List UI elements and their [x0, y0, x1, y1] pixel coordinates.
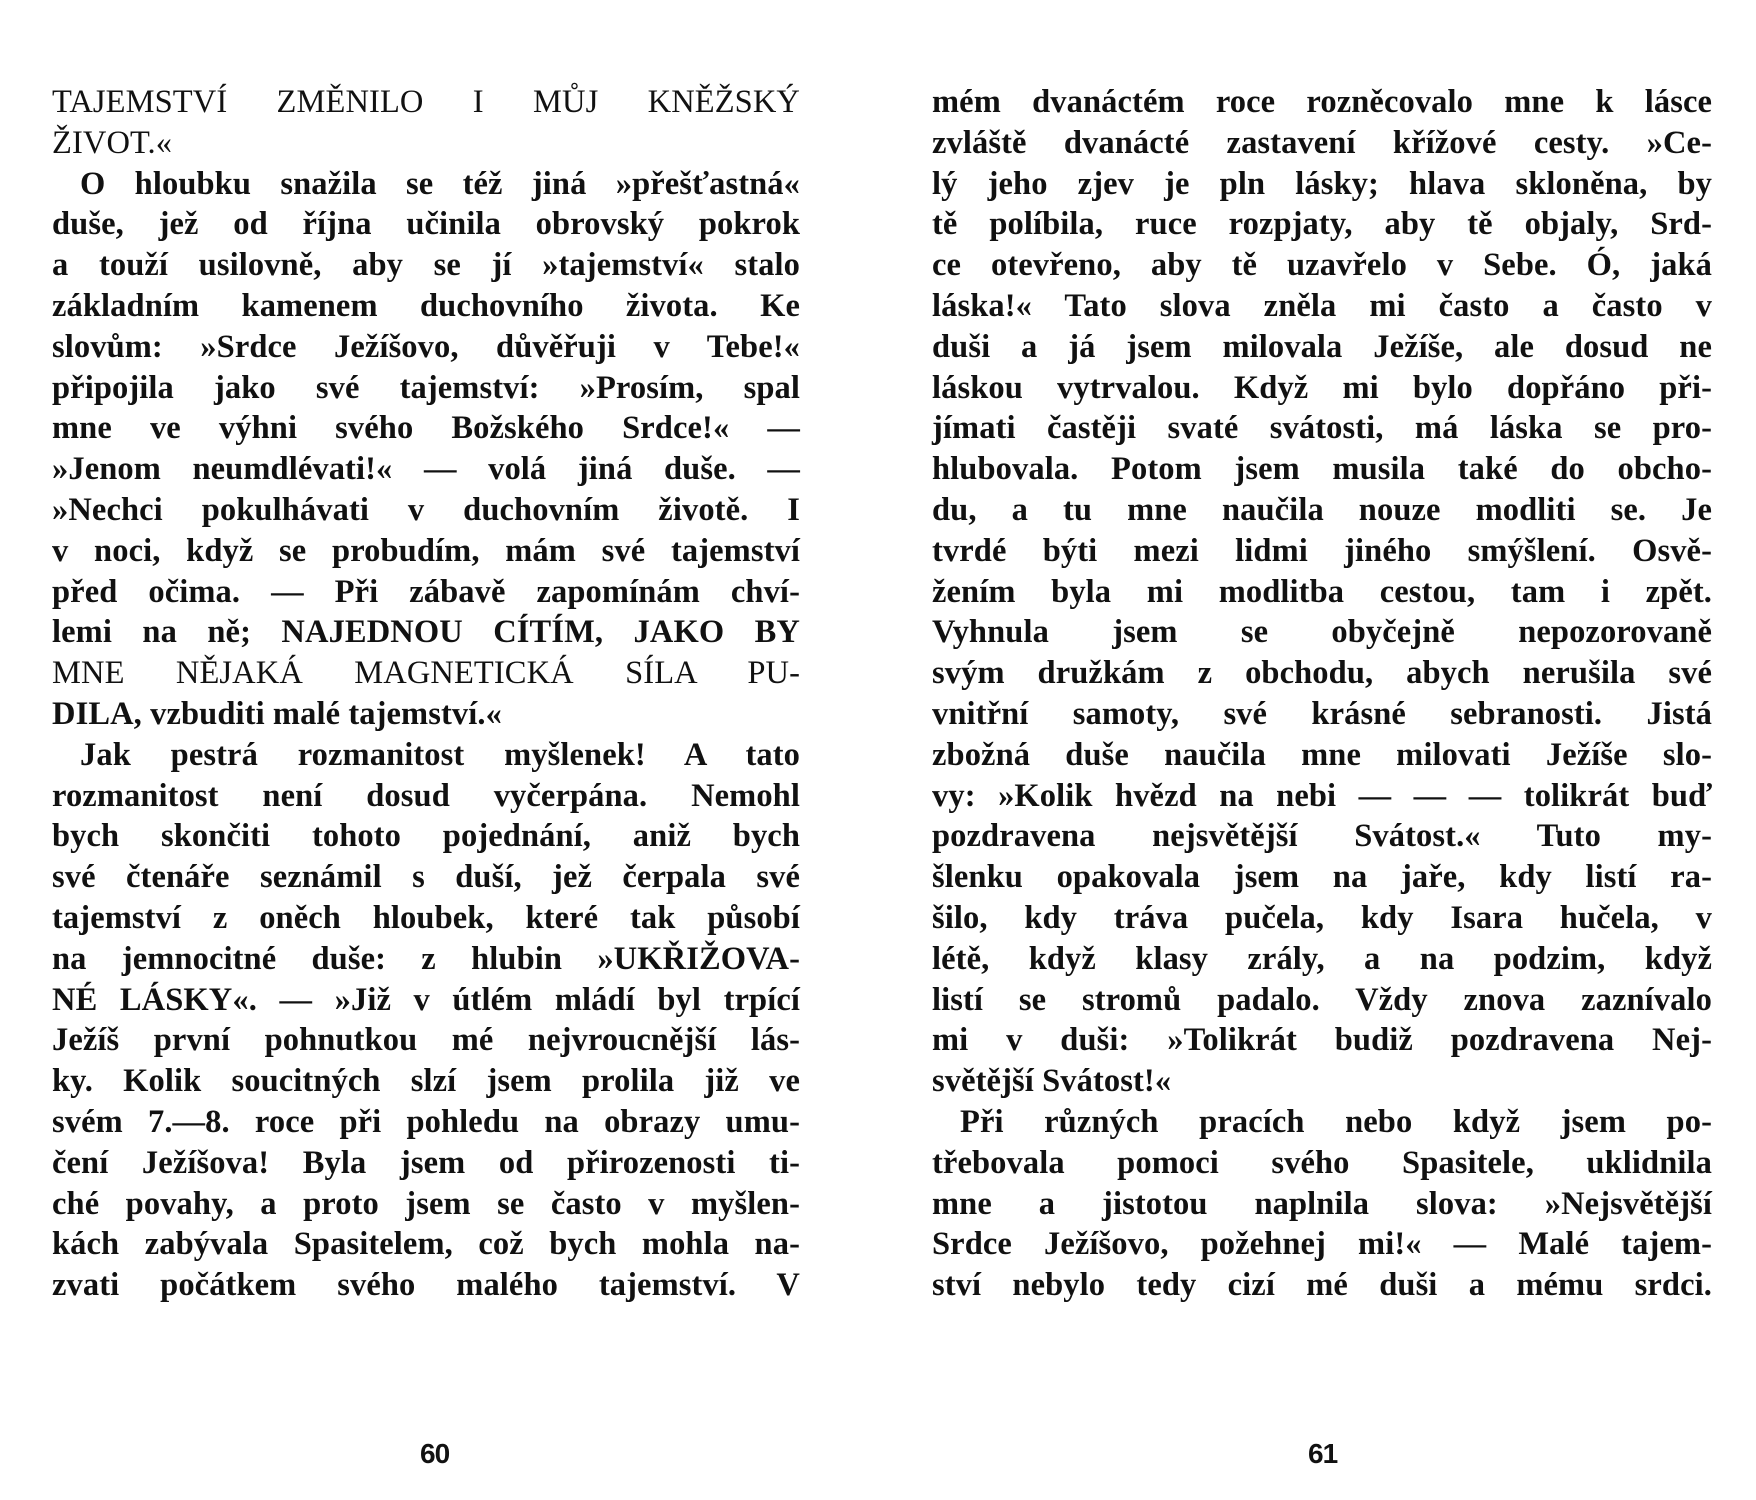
- text-line: listí se stromů padalo. Vždy znova zaznívalo: [932, 981, 1712, 1018]
- text-line: čení Ježíšova! Byla jsem od přirozenosti ti-: [52, 1144, 800, 1181]
- page-number-left: 60: [420, 1438, 450, 1469]
- text-line: MNE NĚJAKÁ MAGNETICKÁ SÍLA PU-: [52, 655, 800, 692]
- text-line: hlubovala. Potom jsem musila také do obcho-: [932, 451, 1712, 488]
- text-line: mi v duši: »Tolikrát budiž pozdravena Nej-: [932, 1022, 1712, 1059]
- text-line: Jak pestrá rozmanitost myšlenek! A tato: [80, 736, 800, 773]
- text-line: pozdravena nejsvětější Svátost.« Tuto my-: [932, 818, 1712, 855]
- text-line: žením byla mi modlitba cestou, tam i zpět.: [932, 573, 1712, 610]
- text-line: mém dvanáctém roce rozněcovalo mne k lásce: [932, 84, 1712, 120]
- text-line: na jemnocitné duše: z hlubin »UKŘIŽOVA-: [52, 940, 800, 977]
- text-line: svém 7.—8. roce při pohledu na obrazy umu-: [52, 1103, 800, 1140]
- text-line: zvati počátkem svého malého tajemství. V: [52, 1267, 800, 1304]
- text-line: kách zabývala Spasitelem, což bych mohla na-: [52, 1226, 800, 1263]
- text-line: tě políbila, ruce rozpjaty, aby tě objaly, Srd-: [932, 206, 1712, 243]
- text-line: Ježíš první pohnutkou mé nejvroucnější lás-: [52, 1022, 800, 1059]
- text-line: zvláště dvanácté zastavení křížové cesty. »Ce-: [932, 124, 1712, 161]
- text-line: základním kamenem duchovního života. Ke: [52, 287, 800, 324]
- text-line: láskou vytrvalou. Když mi bylo dopřáno při-: [932, 369, 1712, 406]
- text-line: Při různých pracích nebo když jsem po-: [960, 1103, 1712, 1140]
- text-line: duše, jež od října učinila obrovský pokrok: [52, 206, 800, 243]
- text-line: duši a já jsem milovala Ježíše, ale dosud ne: [932, 328, 1712, 365]
- text-line: svým družkám z obchodu, abych nerušila své: [932, 655, 1712, 692]
- text-line: zbožná duše naučila mne milovati Ježíše slo-: [932, 736, 1712, 773]
- text-line: létě, když klasy zrály, a na podzim, když: [932, 940, 1712, 977]
- text-line: ství nebylo tedy cizí mé duši a mému srdci.: [932, 1267, 1712, 1304]
- text-line: před očima. — Při zábavě zapomínám chví-: [52, 573, 800, 610]
- text-line: ŽIVOT.«: [52, 124, 173, 161]
- text-line: tajemství z oněch hloubek, které tak působí: [52, 899, 800, 936]
- text-line: své čtenáře seznámil s duší, jež čerpala své: [52, 859, 800, 896]
- text-line: mne ve výhni svého Božského Srdce!« —: [52, 410, 800, 447]
- text-line: vnitřní samoty, své krásné sebranosti. Jistá: [932, 695, 1712, 732]
- text-line: NÉ LÁSKY«. — »Již v útlém mládí byl trpící: [52, 981, 800, 1018]
- text-line: světější Svátost!«: [932, 1063, 1172, 1100]
- text-line: O hloubku snažila se též jiná »přešťastná«: [80, 165, 800, 202]
- text-line: DILA, vzbuditi malé tajemství.«: [52, 695, 502, 732]
- text-line: vy: »Kolik hvězd na nebi — — — tolikrát buď: [932, 777, 1712, 814]
- text-line: šlenku opakovala jsem na jaře, kdy listí ra-: [932, 859, 1712, 896]
- left-page: [52, 82, 800, 1306]
- text-line: bych skončiti tohoto pojednání, aniž bych: [52, 818, 800, 855]
- text-line: »Jenom neumdlévati!« — volá jiná duše. —: [52, 451, 800, 488]
- text-line: »Nechci pokulhávati v duchovním životě. I: [52, 491, 800, 528]
- text-line: a touží usilovně, aby se jí »tajemství« stalo: [52, 247, 800, 284]
- text-line: v noci, když se probudím, mám své tajemství: [52, 532, 800, 569]
- text-line: du, a tu mne naučila nouze modliti se. Je: [932, 491, 1712, 528]
- text-line: ché povahy, a proto jsem se často v myšlen-: [52, 1185, 800, 1222]
- text-line: rozmanitost není dosud vyčerpána. Nemohl: [52, 777, 800, 814]
- text-line: tvrdé býti mezi lidmi jiného smýšlení. Osvě-: [932, 532, 1712, 569]
- text-line: lemi na ně; NAJEDNOU CÍTÍM, JAKO BY: [52, 614, 800, 651]
- text-line: jímati častěji svaté svátosti, má láska se pro-: [932, 410, 1712, 447]
- text-line: šilo, kdy tráva pučela, kdy Isara hučela, v: [932, 899, 1712, 936]
- text-line: mne a jistotou naplnila slova: »Nejsvětější: [932, 1185, 1712, 1222]
- text-line: slovům: »Srdce Ježíšovo, důvěřuji v Tebe!«: [52, 328, 800, 365]
- text-line: třebovala pomoci svého Spasitele, uklidnila: [932, 1144, 1712, 1181]
- text-line: lý jeho zjev je pln lásky; hlava skloněna, by: [932, 165, 1712, 202]
- text-line: ky. Kolik soucitných slzí jsem prolila již ve: [52, 1063, 800, 1100]
- text-line: láska!« Tato slova zněla mi často a často v: [932, 287, 1712, 324]
- text-line: Vyhnula jsem se obyčejně nepozorovaně: [932, 614, 1712, 651]
- text-line: Srdce Ježíšovo, požehnej mi!« — Malé tajem-: [932, 1226, 1712, 1263]
- text-line: ce otevřeno, aby tě uzavřelo v Sebe. Ó, jaká: [932, 247, 1712, 284]
- page-number-right: 61: [1308, 1438, 1338, 1469]
- right-page: [932, 82, 1712, 1306]
- text-line: TAJEMSTVÍ ZMĚNILO I MŮJ KNĚŽSKÝ: [52, 84, 800, 120]
- text-line: připojila jako své tajemství: »Prosím, spal: [52, 369, 800, 406]
